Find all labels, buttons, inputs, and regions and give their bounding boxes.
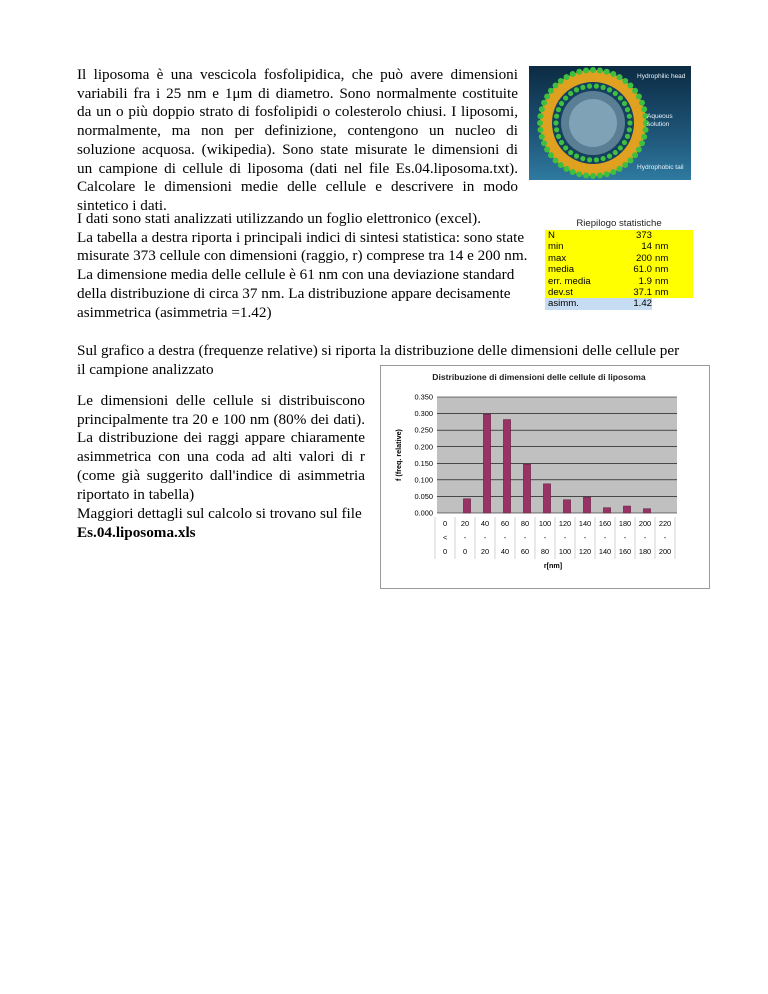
x-tick-label: -	[663, 533, 667, 542]
lipid-head-outer	[641, 134, 647, 140]
chart-intro-line: Sul grafico a destra (frequenze relative) si riporta la distribuzione delle dimensioni delle cellule per	[77, 342, 680, 359]
lipid-head-inner	[627, 120, 632, 125]
stats-value: 373	[635, 230, 652, 241]
lipid-head-outer	[564, 166, 570, 172]
y-axis-title: f (freq. relative)	[394, 429, 403, 481]
lipid-head-inner	[568, 150, 573, 155]
lipid-head-outer	[636, 94, 642, 100]
histogram-bar	[483, 414, 490, 513]
lipid-head-inner	[563, 95, 568, 100]
x-tick-label: 120	[578, 547, 592, 556]
intro-line: Calcolare le dimensioni medie delle cellule e descrivere in modo	[77, 178, 518, 196]
lipid-head-outer	[622, 78, 628, 84]
stats-row	[545, 241, 693, 252]
stats-row	[545, 253, 693, 264]
x-tick-label: 60	[500, 519, 510, 528]
histogram-bar	[463, 499, 470, 513]
lipid-head-inner	[568, 91, 573, 96]
lipid-head-outer	[641, 106, 647, 112]
stats-table	[545, 218, 693, 310]
lipid-head-outer	[539, 134, 545, 140]
lipid-head-outer	[548, 88, 554, 94]
lipid-head-inner	[580, 85, 585, 90]
lipid-head-outer	[617, 166, 623, 172]
lipid-head-outer	[537, 113, 543, 119]
lipid-head-outer	[541, 140, 547, 146]
lipid-head-outer	[597, 173, 603, 179]
description-line: riportato in tabella)	[77, 485, 195, 503]
lipid-head-outer	[610, 169, 616, 175]
y-tick-label: 0.000	[414, 508, 433, 518]
analysis-line: asimmetrica (asimmetria =1.42)	[77, 303, 272, 321]
histogram-bar	[623, 506, 630, 513]
histogram-bar	[543, 484, 550, 513]
stats-value: 1.42	[608, 298, 652, 309]
stats-row	[545, 298, 693, 309]
lipid-head-outer	[544, 94, 550, 100]
description-line: asimmetrica con una coda ad alti valori di r	[77, 448, 365, 466]
analysis-line: misurate 373 cellule con dimensioni (raggio, r) comprese tra 14 e 200 nm.	[77, 247, 528, 265]
x-tick-label: 140	[598, 547, 612, 556]
lipid-head-inner	[607, 154, 612, 159]
stats-row	[545, 230, 693, 241]
x-tick-label: 40	[500, 547, 510, 556]
x-tick-label: -	[583, 533, 587, 542]
x-tick-label: 60	[520, 547, 530, 556]
x-tick-label: 160	[618, 547, 632, 556]
histogram-bar	[583, 497, 590, 513]
lipid-head-outer	[537, 120, 543, 126]
x-tick-label: -	[543, 533, 547, 542]
x-tick-label: 100	[558, 547, 572, 556]
lipid-head-outer	[553, 83, 559, 89]
lipid-head-outer	[564, 74, 570, 80]
stats-unit: nm	[655, 264, 669, 276]
lipid-head-inner	[556, 107, 561, 112]
lipid-head-inner	[627, 127, 632, 132]
lipid-head-outer	[639, 100, 645, 106]
stats-label: max	[548, 252, 567, 264]
stats-value: 14	[641, 241, 652, 253]
lipid-head-outer	[639, 140, 645, 146]
lipid-head-inner	[553, 120, 558, 125]
histogram-bar	[503, 420, 510, 513]
lipid-head-inner	[607, 87, 612, 92]
lipid-head-inner	[574, 154, 579, 159]
x-tick-label: 20	[480, 547, 490, 556]
label-hydrophilic-head: Hydrophilic head	[637, 73, 686, 80]
footer-paragraph	[77, 505, 372, 542]
intro-line: normalmente, ma non per definizione, contengono un nucleo di	[77, 122, 518, 140]
description-line: Le dimensioni delle cellule si distribuiscono	[77, 392, 365, 409]
stats-row	[545, 264, 693, 275]
lipid-head-inner	[627, 114, 632, 119]
analysis-line: della distribuzione di circa 37 nm. La distribuzione appare decisamente	[77, 284, 511, 302]
lipid-head-outer	[604, 69, 610, 75]
y-tick-label: 0.250	[414, 425, 433, 435]
x-tick-label: -	[603, 533, 607, 542]
stats-label: err. media	[548, 275, 591, 287]
lipid-head-outer	[570, 169, 576, 175]
x-tick-label: -	[523, 533, 527, 542]
intro-line: sintetico i dati.	[77, 196, 167, 214]
x-tick-label: 20	[460, 519, 470, 528]
stats-unit: nm	[655, 275, 669, 287]
lipid-head-outer	[632, 88, 638, 94]
histogram-bar	[563, 500, 570, 513]
x-tick-label: -	[563, 533, 567, 542]
stats-table-title: Riepilogo statistiche	[545, 218, 693, 230]
lipid-head-inner	[625, 107, 630, 112]
x-tick-label: 100	[538, 519, 552, 528]
lipid-head-outer	[544, 147, 550, 153]
stats-row	[545, 287, 693, 298]
lipid-head-inner	[554, 127, 559, 132]
x-tick-label: -	[643, 533, 647, 542]
x-tick-label: -	[503, 533, 507, 542]
lipid-head-outer	[570, 71, 576, 77]
lipid-head-inner	[622, 101, 627, 106]
intro-line: soluzione acquosa. (wikipedia). Sono state misurate le dimensioni di	[77, 140, 518, 158]
lipid-head-inner	[574, 87, 579, 92]
description-paragraph	[77, 392, 365, 504]
stats-value: 37.1	[633, 286, 652, 298]
label-solution: solution	[647, 121, 670, 128]
lipid-head-inner	[556, 134, 561, 139]
lipid-head-inner	[554, 114, 559, 119]
lipid-head-inner	[587, 157, 592, 162]
stats-label: media	[548, 264, 575, 276]
x-tick-label: 180	[638, 547, 652, 556]
analysis-line: La dimensione media delle cellule è 61 nm con una deviazione standard	[77, 266, 515, 284]
x-tick-label: 120	[558, 519, 572, 528]
x-tick-label: 40	[480, 519, 490, 528]
analysis-line: La tabella a destra riporta i principali indici di sintesi statistica: sono state	[77, 228, 525, 246]
stats-value: 1.9	[638, 275, 652, 287]
x-tick-label: <	[442, 533, 448, 542]
y-tick-label: 0.200	[414, 442, 433, 452]
stats-label: dev.st	[548, 286, 573, 298]
lipid-head-inner	[580, 156, 585, 161]
lipid-head-inner	[622, 140, 627, 145]
lipid-head-outer	[627, 157, 633, 163]
lipid-head-outer	[576, 171, 582, 177]
lipid-head-outer	[558, 162, 564, 168]
plot-area	[437, 397, 677, 513]
histogram-bar	[603, 508, 610, 513]
lipid-head-inner	[563, 145, 568, 150]
lipid-head-outer	[636, 147, 642, 153]
y-tick-label: 0.300	[414, 409, 433, 419]
stats-value: 61.0	[633, 264, 652, 276]
x-tick-label: -	[483, 533, 487, 542]
stats-unit	[652, 298, 679, 309]
stats-label: min	[548, 241, 564, 253]
lipid-head-outer	[583, 67, 589, 73]
lipid-head-outer	[597, 67, 603, 73]
x-tick-label: -	[463, 533, 467, 542]
x-axis-title: r[nm]	[543, 561, 563, 570]
intro-line: variabili fra i 25 nm e 1μm di diametro. Sono normalmente costituite	[77, 84, 518, 102]
lipid-head-outer	[537, 127, 543, 133]
x-tick-label: 80	[540, 547, 550, 556]
description-line: principalmente tra 20 e 100 nm (80% dei dati).	[77, 410, 365, 428]
lipid-head-outer	[622, 162, 628, 168]
analysis-line: I dati sono stati analizzati utilizzando un foglio elettronico (excel).	[77, 210, 482, 227]
lipid-head-outer	[617, 74, 623, 80]
lipid-head-outer	[558, 78, 564, 84]
lipid-head-outer	[590, 67, 596, 73]
chart-title: Distribuzione di dimensioni delle cellule di liposoma	[432, 372, 646, 382]
x-tick-label: 160	[598, 519, 612, 528]
histogram-bar	[643, 509, 650, 513]
lipid-head-outer	[632, 152, 638, 158]
description-line: (come già suggerito dall'indice di asimmetria	[77, 466, 365, 484]
x-tick-label: 200	[658, 547, 672, 556]
x-tick-label: 0	[462, 547, 468, 556]
footer-file-link: Es.04.liposoma.xls	[77, 523, 196, 541]
lipid-head-inner	[601, 85, 606, 90]
footer-text: Maggiori dettagli sul calcolo si trovano sul file	[77, 505, 362, 522]
x-tick-label: 200	[638, 519, 652, 528]
liposome-image	[529, 66, 691, 180]
description-line: La distribuzione dei raggi appare chiaramente	[77, 429, 365, 447]
lipid-head-inner	[618, 95, 623, 100]
x-tick-label: 220	[658, 519, 672, 528]
x-tick-label: 0	[442, 547, 448, 556]
stats-label: N	[548, 230, 555, 241]
stats-row	[545, 276, 693, 287]
lipid-head-outer	[541, 100, 547, 106]
lipid-head-outer	[576, 69, 582, 75]
liposome-aqueous	[569, 99, 617, 147]
lipid-head-outer	[553, 157, 559, 163]
intro-paragraph	[77, 66, 518, 216]
lipid-head-inner	[613, 91, 618, 96]
lipid-head-inner	[601, 156, 606, 161]
lipid-head-inner	[618, 145, 623, 150]
stats-unit	[652, 230, 679, 241]
lipid-head-inner	[613, 150, 618, 155]
x-tick-label: 0	[442, 519, 448, 528]
label-hydrophobic-tail: Hydrophobic tail	[637, 164, 684, 171]
lipid-head-outer	[583, 173, 589, 179]
lipid-head-outer	[610, 71, 616, 77]
lipid-head-outer	[627, 83, 633, 89]
lipid-head-outer	[604, 171, 610, 177]
stats-value: 200	[635, 252, 652, 264]
y-tick-label: 0.150	[414, 458, 433, 468]
lipid-head-inner	[625, 134, 630, 139]
x-tick-label: 140	[578, 519, 592, 528]
stats-unit: nm	[655, 252, 669, 264]
lipid-head-inner	[559, 140, 564, 145]
histogram-chart	[380, 365, 710, 589]
lipid-head-outer	[548, 152, 554, 158]
label-aqueous: Aqueous	[647, 113, 673, 120]
lipid-head-outer	[539, 106, 545, 112]
x-tick-label: -	[623, 533, 627, 542]
lipid-head-inner	[594, 84, 599, 89]
lipid-head-inner	[594, 157, 599, 162]
y-tick-label: 0.050	[414, 492, 433, 502]
x-tick-label: 80	[520, 519, 530, 528]
y-tick-label: 0.350	[414, 392, 433, 402]
lipid-head-outer	[590, 173, 596, 179]
stats-unit: nm	[655, 286, 669, 298]
histogram-svg	[381, 366, 709, 588]
lipid-head-inner	[559, 101, 564, 106]
stats-label: asimm.	[545, 298, 608, 309]
intro-line: da un o più doppio strato di fosfolipidi o colesterolo chiusi. I liposomi,	[77, 103, 518, 121]
analysis-paragraph	[77, 210, 539, 322]
intro-line: un campione di cellule di liposoma (dati nel file Es.04.liposoma.txt).	[77, 159, 518, 177]
x-tick-label: 180	[618, 519, 632, 528]
y-tick-label: 0.100	[414, 475, 433, 485]
chart-intro-line: il campione analizzato	[77, 360, 214, 378]
histogram-bar	[523, 464, 530, 513]
lipid-head-inner	[587, 84, 592, 89]
stats-unit: nm	[655, 241, 669, 253]
intro-line: Il liposoma è una vescicola fosfolipidica, che può avere dimensioni	[77, 66, 518, 83]
